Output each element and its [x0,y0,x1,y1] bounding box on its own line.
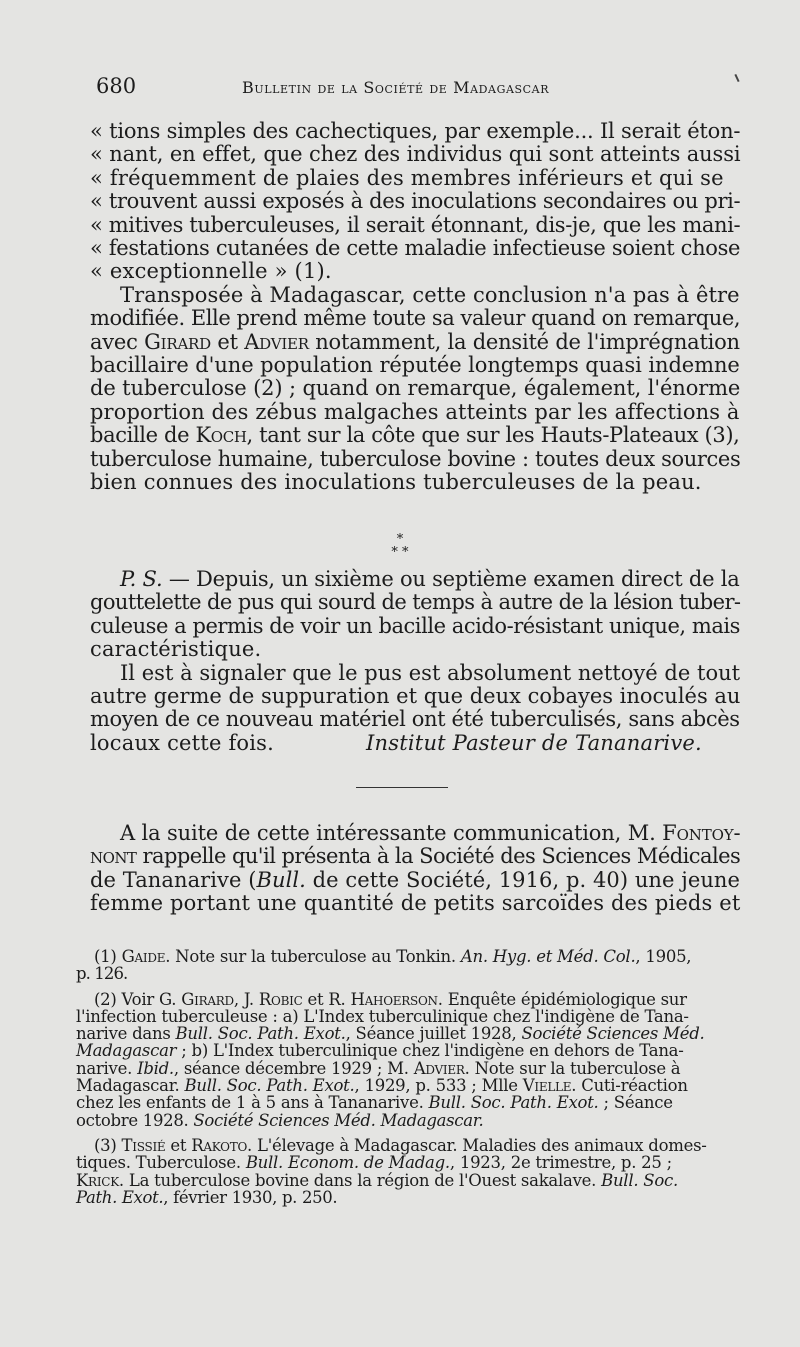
footnote-line [76,1094,746,1111]
paragraph-madagascar [90,284,740,495]
text-line: bacillaire d'une population réputée longtemps quasi indemne [90,353,740,378]
footnote-line [76,1042,746,1059]
footnote-1 [76,948,746,983]
footnote-2 [76,991,746,1129]
text-run: tiques. Tuberculose. [76,1153,246,1173]
text-run: narive. [76,1058,138,1078]
text-run: narive dans [76,1024,176,1044]
footnote-line [76,1077,746,1094]
author-name: Vielle [522,1076,572,1096]
text-line [90,568,740,591]
running-title: Bulletin de la Société de Madagascar [242,78,550,97]
text-line: proportion des zébus malgaches atteints par les affections à [90,399,740,424]
author-name: Advier [413,1058,465,1078]
text-run: , séance décembre 1929 ; M. [173,1058,414,1078]
text-run: . L'élevage à Madagascar. Maladies des animaux domes- [247,1135,707,1155]
journal-title: Bull. [256,867,306,892]
text-run: et [210,329,245,354]
text-run: rappelle qu'il présenta à la Société des Sciences Médicales [136,844,741,869]
text-line: tuberculose humaine, tuberculose bovine : toutes deux sources [90,446,741,471]
text-line: de tuberculose (2) ; quand on remarque, également, l'énorme [90,376,741,401]
postscript [90,568,740,755]
author-name: Tissié [121,1135,166,1155]
text-line: bien connues des inoculations tuberculeuses de la peau. [90,470,702,495]
footnote-line [76,948,746,965]
text-run: Madagascar. [76,1076,185,1096]
text-run: chez les enfants de 1 à 5 ans à Tananarive. [76,1093,429,1113]
text-run: , 1923, 2e trimestre, p. 25 ; [449,1153,672,1173]
author-name: Gaide [121,947,166,966]
ps-label: P. S. [120,567,163,591]
author-name: Rakoto [191,1135,248,1155]
text-run: , 1929, p. 533 ; Mlle [354,1076,523,1096]
text-run: et [165,1135,192,1155]
text-run: ; Séance [598,1093,673,1113]
page-header [96,72,756,102]
journal-title: Path. Exot. [76,1187,164,1207]
text-run: , tant sur la côte que sur les Hauts-Plateaux (3), [246,423,740,448]
asterism-top: * [396,532,404,547]
text-run: . Note sur la tuberculose au Tonkin. [165,947,461,966]
text-run: . Cuti-réaction [571,1076,688,1096]
footnote-line [76,1025,746,1042]
author-name: Advier [244,329,309,354]
text-line: gouttelette de pus qui sourd de temps à autre de la lésion tuber- [90,590,741,615]
text-line: modifiée. Elle prend même toute sa valeur quand on remarque, [90,306,741,331]
journal-title: Bull. Soc. Path. Exot. [428,1093,599,1113]
text-run: de Tananarive ( [90,867,257,892]
text-line [90,732,740,755]
text-run: (1) [94,947,122,966]
footnote-3 [76,1137,746,1206]
text-run: — Depuis, un sixième ou septième examen direct de la [162,567,740,591]
footnote-line [76,1172,746,1189]
quote-line: « nant, en effet, que chez des individus qui sont atteints aussi [90,142,741,167]
text-run: , 1905, [635,947,692,966]
text-run: avec [90,329,145,354]
journal-title: Madagascar [76,1041,177,1061]
text-run: bacille de [90,423,196,448]
journal-title: Bull. Soc. Path. Exot. [175,1024,346,1044]
journal-title: Ibid. [137,1058,174,1078]
journal-title: Bull. Econom. de Madag. [245,1153,450,1173]
author-name: Fontoy- [662,821,741,845]
footnote-line [76,1060,746,1077]
text-run: (3) [94,1135,122,1155]
text-run: , Séance juillet 1928, [345,1024,522,1044]
text-line: Il est à signaler que le pus est absolument nettoyé de tout [120,660,741,685]
footnote-line: p. 126. [76,964,128,984]
journal-title: Société Sciences Méd. Madagascar. [193,1110,484,1130]
quote-line: « exceptionnelle » (1). [90,259,332,284]
asterism-bottom: * * [391,545,409,560]
author-name: Girard [181,989,234,1009]
text-run: . Enquête épidémiologique sur [437,989,687,1009]
quote-line: « festations cutanées de cette maladie infectieuse soient chose [90,236,741,261]
text-run: , J. [233,989,259,1009]
quote-line: « trouvent aussi exposés à des inoculations secondaires ou pri- [90,189,741,214]
paragraph-fontoynont [90,822,740,916]
quote-line: « tions simples des cachectiques, par exemple... Il serait éton- [90,119,741,143]
text-line: femme portant une quantité de petits sarcoïdes des pieds et [90,891,741,916]
author-name: Koch [195,423,247,448]
author-name: Hahoerson [350,989,438,1009]
text-run: octobre 1928. [76,1110,194,1130]
footnote-line [76,1189,746,1206]
text-run: A la suite de cette intéressante communication, M. [120,821,663,845]
section-divider [356,787,448,788]
text-run: , février 1930, p. 250. [163,1187,338,1207]
text-run: et R. [302,989,351,1009]
footnote-line [76,1137,746,1154]
text-run: notamment, la densité de l'imprégnation [308,329,740,354]
text-run: ; b) L'Index tuberculinique chez l'indigène en dehors de Tana- [176,1041,684,1061]
footnote-line: l'infection tuberculeuse : a) L'Index tuberculinique chez l'indigène de Tana- [76,1006,689,1026]
text-run: de cette Société, 1916, p. 40) une jeune [305,867,741,892]
journal-title: Bull. Soc. Path. Exot. [184,1076,355,1096]
quote-line: « fréquemment de plaies des membres inférieurs et qui se [90,165,724,190]
main-text [90,120,740,495]
author-name: Girard [144,329,211,354]
text-line: autre germe de suppuration et que deux cobayes inoculés au [90,684,741,709]
text-line: Transposée à Madagascar, cette conclusion n'a pas à être [120,282,740,307]
text-run: (2) Voir G. [94,989,182,1009]
quote-line: « mitives tuberculeuses, il serait étonnant, dis-je, que les mani- [90,212,741,237]
author-name: Robic [258,989,303,1009]
text-run: . La tuberculose bovine dans la région de l'Ouest sakalave. [118,1170,602,1190]
text-line [90,424,740,447]
text-line [90,845,740,868]
text-line: caractéristique. [90,637,262,662]
footnotes [76,948,746,1206]
journal-title: An. Hyg. et Méd. Col. [460,947,636,966]
footnote-line [76,991,746,1008]
text-line: culeuse a permis de voir un bacille acido-résistant unique, mais [90,613,740,638]
text-line [90,869,740,892]
journal-title: Société Sciences Méd. [521,1024,705,1044]
author-name: nont [90,844,137,869]
page-number: 680 [96,74,137,98]
quotation-block [90,120,740,284]
footnote-line [76,1154,746,1171]
text-line [90,331,740,354]
text-line: moyen de ce nouveau matériel ont été tuberculisés, sans abcès [90,707,740,732]
journal-title: Bull. Soc. [601,1170,678,1190]
author-name: Krick [76,1170,119,1190]
signature: Institut Pasteur de Tananarive. [366,730,702,755]
text-run: locaux cette fois. [90,730,275,755]
text-line [90,822,740,845]
text-run: . Note sur la tuberculose à [464,1058,681,1078]
footnote-line [76,1112,746,1129]
